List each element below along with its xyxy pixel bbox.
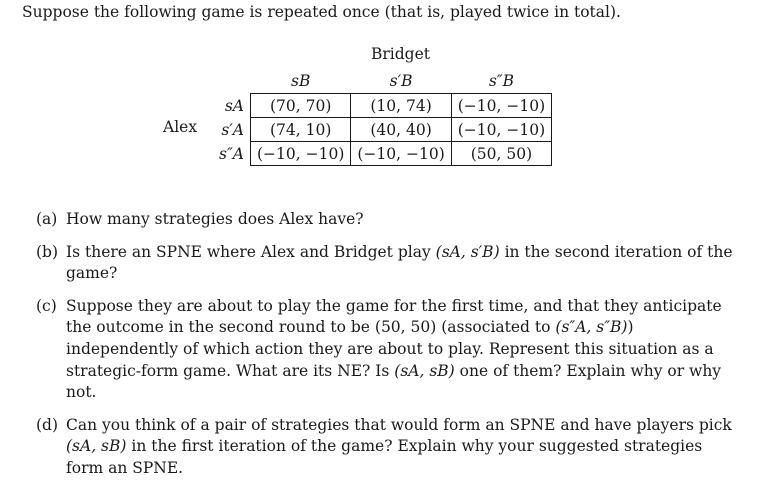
column-strategy-s-b — [251, 68, 351, 94]
problem-intro: Suppose the following game is repeated once (that is, played twice in total). — [22, 3, 621, 21]
math-expression: (sA, s′B) — [435, 242, 500, 261]
question-marker: (d) — [36, 415, 59, 434]
question-text-part: Suppose they are about to play the game for the first time, and that they anticipate the outcome in the second round to be — [66, 296, 722, 337]
question-text-part: one of them? Explain why or why not. — [66, 361, 722, 402]
question-text — [66, 415, 736, 480]
question-marker: (c) — [36, 296, 57, 315]
question-text — [66, 242, 736, 285]
row-strategy-s-a-prime: s′A — [221, 120, 244, 139]
question-text-part: (associated to — [441, 318, 551, 337]
question-text — [66, 209, 736, 231]
payoff-cell: (74, 10) — [251, 118, 351, 142]
column-player-label: Bridget — [371, 45, 431, 63]
column-strategy-label: s″B — [488, 71, 514, 90]
column-strategy-header-row — [206, 68, 552, 94]
payoff-cell: (50, 50) — [451, 142, 551, 166]
payoff-cell: (40, 40) — [351, 118, 451, 142]
question-text — [66, 296, 736, 404]
payoff-cell: (−10, −10) — [451, 94, 551, 118]
table-row — [206, 142, 552, 166]
table-row — [206, 94, 552, 118]
question-marker: (b) — [36, 242, 59, 261]
question-text-part: in the second iteration of the game? — [66, 242, 733, 283]
payoff-cell: (10, 74) — [351, 94, 451, 118]
math-expression: (s″A, s″B) — [555, 318, 628, 337]
payoff-cell: (−10, −10) — [351, 142, 451, 166]
column-strategy-s-b-double-prime — [451, 68, 551, 94]
question-text-part: Can you think of a pair of strategies that would form an SPNE and have players pick — [66, 415, 732, 434]
payoff-cell: (−10, −10) — [251, 142, 351, 166]
question-text-part: How many strategies does Alex have? — [66, 210, 364, 228]
math-expression: (50, 50) — [374, 318, 437, 337]
column-strategy-label: sB — [291, 71, 311, 90]
question-text-part: Is there an SPNE where Alex and Bridget play — [66, 242, 431, 261]
question-text-part: in the first iteration of the game? Explain why your suggested strategies form an SPNE. — [66, 437, 703, 477]
payoff-matrix — [206, 68, 552, 166]
payoff-cell: (70, 70) — [251, 94, 351, 118]
column-strategy-label: s′B — [389, 71, 413, 90]
table-row — [206, 118, 552, 142]
row-strategy-s-a: sA — [224, 96, 244, 115]
question-c — [36, 296, 736, 404]
question-list — [36, 209, 736, 491]
payoff-cell: (−10, −10) — [451, 118, 551, 142]
row-player-label: Alex — [163, 118, 198, 136]
math-expression: (sA, sB) — [394, 361, 455, 380]
row-strategy-s-a-double-prime: s″A — [219, 144, 244, 163]
column-strategy-s-b-prime — [351, 68, 451, 94]
question-b — [36, 242, 736, 285]
math-expression: (sA, sB) — [66, 437, 127, 456]
question-marker: (a) — [36, 210, 58, 228]
question-d — [36, 415, 736, 480]
question-a — [36, 209, 736, 231]
question-text-part: ) independently of which action they are about to play. Represent this situation as a strategic-form game. What are its NE? Is — [66, 318, 714, 380]
